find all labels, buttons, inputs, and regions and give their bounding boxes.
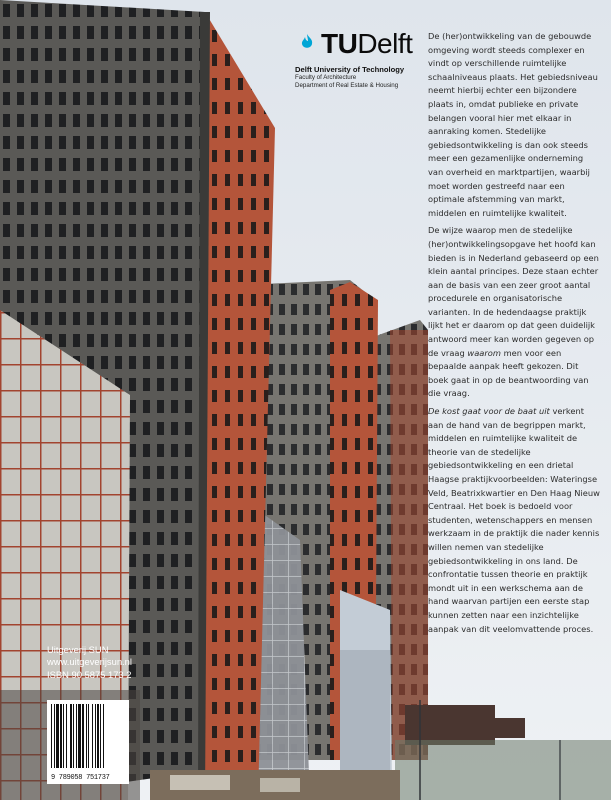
blurb-book-title: De kost gaat voor de baat uit	[428, 406, 550, 417]
back-cover-blurb	[428, 30, 600, 640]
university-name: Delft University of Technology	[295, 65, 405, 74]
logo-wordmark-delft: Delft	[357, 28, 413, 59]
blurb-p3-text: verkent aan de hand van de begrippen markt, middelen en ruimtelijke kwaliteit de theorie van de stedelijke gebiedsontwikkeling en een drietal Haagse praktijkvoorbeelden: Wateringse Veld, Beatrixkwartier en Den Haag Nieuw Centraal. Het boek is bedoeld voor studenten, wetenschappers en mensen werkzaam in de praktijk die nader kennis willen nemen van stedelijke gebiedsontwikkeling in ons land. De confrontatie tussen theorie en praktijk mondt uit in een werkschema aan de hand waarvan partijen een eerste stap kunnen zetten naar een inzichtelijke aanpak van dit veelomvattende proces.	[428, 406, 600, 634]
blurb-paragraph-3	[428, 405, 600, 636]
blurb-p2-emphasis: waarom	[467, 347, 501, 358]
blurb-p2-text-b: men voor een bepaalde aanpak heeft gekozen. Dit boek gaat in op de beantwoording van die vraag.	[428, 347, 589, 399]
blurb-paragraph-1: De (her)ontwikkeling van de gebouwde omgeving wordt steeds complexer en vindt op verschillende ruimtelijke schaalniveaus plaats. Het gebiedsniveau neemt hierbij echter een bijzondere plaats in, omdat publieke en private belangen vooral hier met elkaar in aanraking komen. Stedelijke gebiedsontwikkeling is dan ook steeds meer een gezamenlijke onderneming van overheid en marktpartijen, waarbij moet worden gestreefd naar een optimale afstemming van markt, middelen en ruimtelijke kwaliteit.	[428, 31, 598, 218]
barcode-icon	[51, 704, 125, 768]
tudelft-logo	[295, 30, 445, 90]
logo-wordmark-tu: TU	[321, 28, 358, 59]
logo-mark	[295, 30, 445, 58]
flame-icon	[295, 32, 319, 56]
isbn: ISBN 90 5875 173 2	[47, 668, 132, 680]
logo-wordmark	[321, 30, 412, 58]
barcode	[47, 700, 129, 784]
faculty-name: Faculty of Architecture	[295, 74, 357, 81]
publisher-url: www.uitgeverijsun.nl	[47, 656, 132, 668]
blurb-paragraph-2	[428, 224, 600, 401]
publisher-name: Uitgeverij SUN	[47, 644, 109, 655]
department-name: Department of Real Estate & Housing	[295, 82, 399, 89]
publisher-info	[47, 644, 132, 681]
barcode-number: 9 789058 751737	[51, 774, 110, 782]
blurb-p2-text-a: De wijze waarop men de stedelijke (her)ontwikkelingsopgave het hoofd kan bieden is in Nederland gebaseerd op een klein aantal principes. Deze staan echter aan de basis van een zeer groot aantal procedurele en organisatorische varianten. In de hedendaagse praktijk lijkt het er daarom op dat geen duidelijk antwoord meer kan worden gegeven op de vraag	[428, 225, 599, 358]
